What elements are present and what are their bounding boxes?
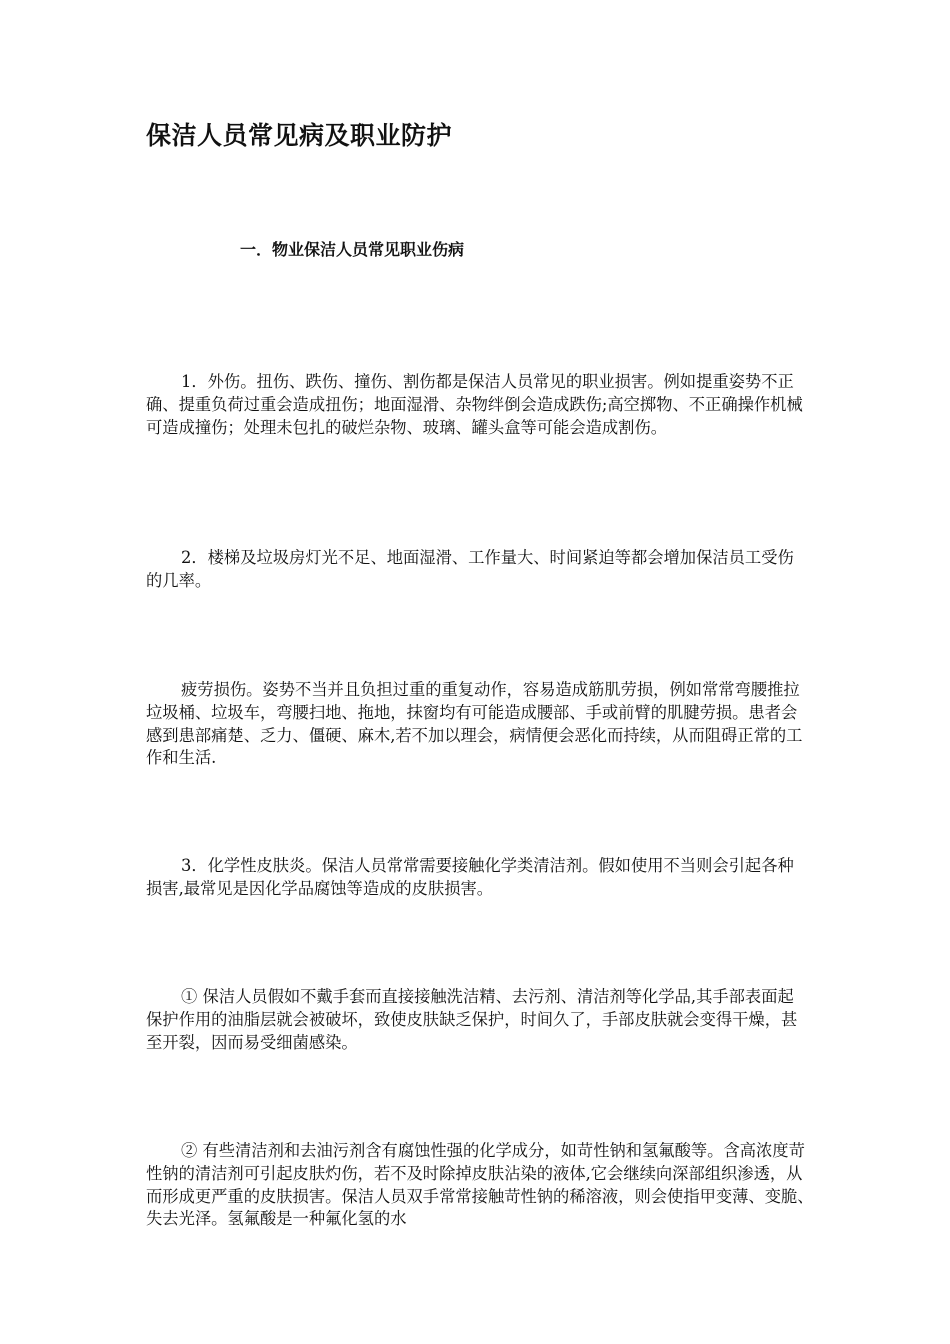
paragraph-stairs-risk: 2．楼梯及垃圾房灯光不足、地面湿滑、工作量大、时间紧迫等都会增加保洁员工受伤的几率。 (146, 548, 794, 590)
document-title: 保洁人员常见病及职业防护 (146, 121, 453, 150)
section-heading: 一．物业保洁人员常见职业伤病 (240, 240, 465, 259)
paragraph-chemical-dermatitis: 3．化学性皮肤炎。保洁人员常常需要接触化学类清洁剂。假如使用不当则会引起各种损害,最常见是因化学品腐蚀等造成的皮肤损害。 (146, 856, 794, 898)
paragraph-corrosive-agents: ② 有些清洁剂和去油污剂含有腐蚀性强的化学成分，如苛性钠和氢氟酸等。含高浓度苛性钠的清洁剂可引起皮肤灼伤，若不及时除掉皮肤沾染的液体,它会继续向深部组织渗透，从而形成更严重的皮肤损害。保洁人员双手常常接触苛性钠的稀溶液，则会使指甲变薄、变脆、失去光泽。氢氟酸是一种氟化氢的水 (146, 1141, 814, 1229)
paragraph-fatigue: 疲劳损伤。姿势不当并且负担过重的重复动作，容易造成筋肌劳损，例如常常弯腰推拉垃圾桶、垃圾车，弯腰扫地、拖地，抹窗均有可能造成腰部、手或前臂的肌腱劳损。患者会感到患部痛楚、乏力、僵硬、麻木,若不加以理会，病情便会恶化而持续，从而阻碍正常的工作和生活. (146, 680, 803, 768)
paragraph-injuries: 1．外伤。扭伤、跌伤、撞伤、割伤都是保洁人员常见的职业损害。例如提重姿势不正确、提重负荷过重会造成扭伤；地面湿滑、杂物绊倒会造成跌伤;高空掷物、不正确操作机械可造成撞伤；处理未包扎的破烂杂物、玻璃、罐头盒等可能会造成割伤。 (146, 372, 803, 437)
paragraph-gloves: ① 保洁人员假如不戴手套而直接接触洗洁精、去污剂、清洁剂等化学品,其手部表面起保护作用的油脂层就会被破坏，致使皮肤缺乏保护，时间久了，手部皮肤就会变得干燥，甚至开裂，因而易受细菌感染。 (146, 987, 798, 1052)
